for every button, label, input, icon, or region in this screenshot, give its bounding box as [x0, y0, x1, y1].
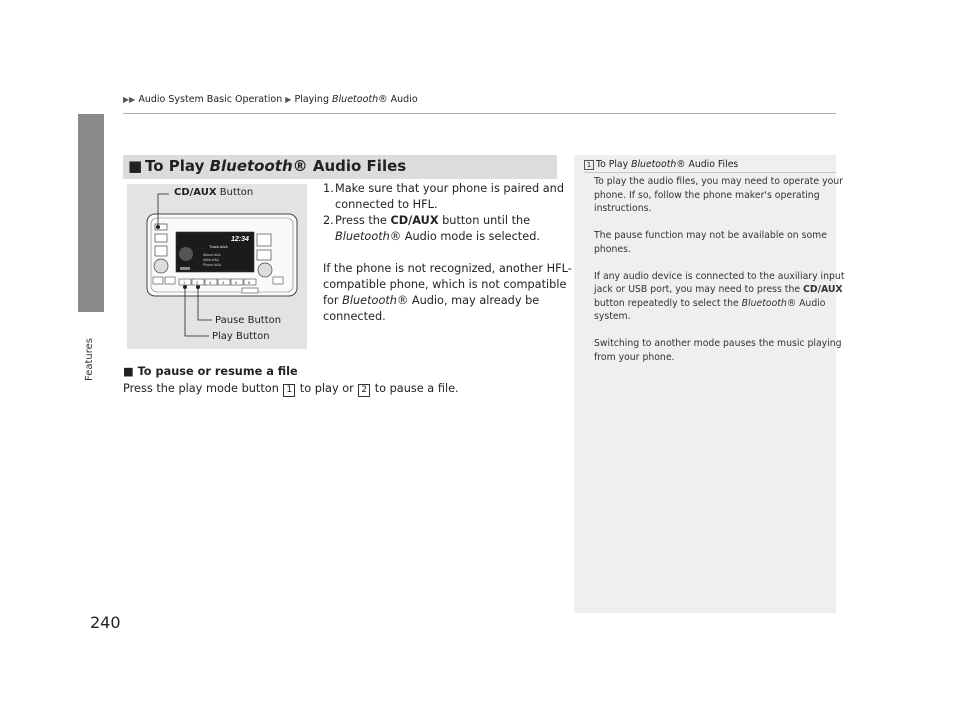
screen-track: Track AAA — [209, 244, 228, 249]
preset-label: 3 — [209, 280, 212, 285]
note-line: instructions. — [594, 203, 652, 214]
key-2-icon: 2 — [358, 384, 370, 397]
note-line: phones. — [594, 243, 631, 255]
audio-unit-figure — [127, 184, 307, 349]
note-marker-icon: 1 — [584, 160, 594, 170]
step-2-text: Press the CD/AUX button until the — [335, 214, 531, 227]
preset-label: 1 — [183, 280, 186, 285]
preset-label: 5 — [235, 280, 238, 285]
note-line: from your phone. — [594, 351, 675, 363]
note-line: To play the audio files, you may need to operate your — [594, 176, 843, 187]
section-title: To Play Bluetooth® Audio Files — [145, 157, 407, 175]
paragraph-line: for Bluetooth® Audio, may already be — [323, 294, 540, 307]
step-1-number: 1. — [323, 182, 334, 195]
preset-label: 6 — [248, 280, 251, 285]
pause-button-callout: Pause Button — [215, 315, 282, 326]
pause-instructions: Press the play mode button 1 to play or 2 to pause a file. — [123, 382, 459, 395]
step-2-text-cont: Bluetooth® Audio mode is selected. — [335, 230, 540, 243]
page-number: 240 — [90, 613, 121, 632]
screen-phone: Phone AAA — [203, 263, 221, 267]
section-marker-icon: ■ — [128, 157, 143, 175]
note-line: Switching to another mode pauses the music playing — [594, 338, 842, 349]
breadcrumb-arrow-icon: ▶▶ — [123, 95, 136, 104]
step-1-text: Make sure that your phone is paired and — [335, 182, 565, 195]
side-note — [574, 155, 845, 613]
breadcrumb-part-1[interactable]: Audio System Basic Operation — [138, 94, 283, 105]
breadcrumb-part-2[interactable]: Playing Bluetooth® Audio — [294, 94, 418, 105]
step-2-number: 2. — [323, 214, 334, 227]
breadcrumb-arrow-icon: ▶ — [285, 95, 292, 104]
screen-album: Album AAA — [203, 253, 221, 257]
paragraph-line: compatible phone, which is not compatible — [323, 278, 567, 291]
screen-time: 12:34 — [231, 236, 249, 243]
note-line: phone. If so, follow the phone maker's operating — [594, 189, 820, 201]
chapter-tab — [78, 114, 104, 312]
note-line: If any audio device is connected to the auxiliary input — [594, 270, 845, 282]
paragraph-line: If the phone is not recognized, another HFL- — [323, 262, 572, 275]
preset-label: 4 — [222, 280, 225, 285]
note-divider — [584, 172, 836, 173]
note-line: jack or USB port, you may need to press the CD/AUX — [594, 284, 843, 295]
preset-label: 2 — [196, 280, 199, 285]
header-divider — [123, 113, 836, 114]
note-line: button repeatedly to select the Bluetooth® Audio — [594, 297, 826, 309]
note-line: system. — [594, 311, 631, 322]
breadcrumb — [123, 94, 418, 105]
note-line: The pause function may not be available on some — [594, 230, 827, 241]
chapter-label: Features — [84, 338, 95, 381]
subsection-header: ■ To pause or resume a file — [123, 365, 298, 378]
paragraph-line: connected. — [323, 310, 386, 323]
note-title[interactable]: 1 To Play Bluetooth® Audio Files — [584, 159, 738, 170]
screen-artist: Artist AAA — [203, 258, 219, 262]
section-header — [123, 155, 557, 179]
play-button-callout: Play Button — [212, 331, 270, 342]
step-1-text-cont: connected to HFL. — [335, 198, 438, 211]
cd-aux-button-callout: CD/AUX Button — [174, 187, 254, 198]
key-1-icon: 1 — [283, 384, 295, 397]
